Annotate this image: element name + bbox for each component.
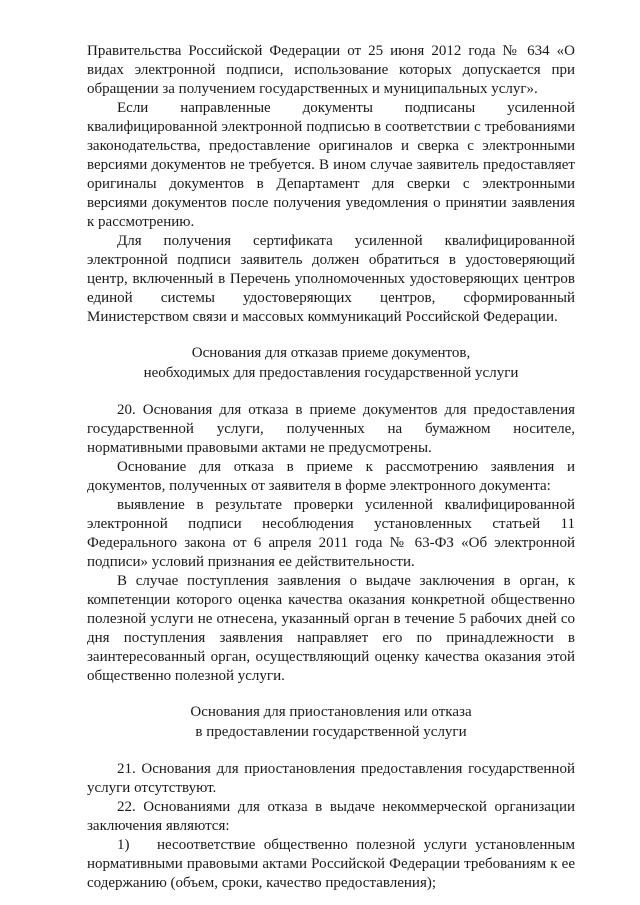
list-item-1: [87, 836, 575, 893]
paragraph-signature-check: выявление в результате проверки усиленной квалифицированной электронной подписи несоблюдения установленных статьей 11 Федерального закона от 6 апреля 2011 года № 63-ФЗ «Об электронной подписи» условий признания ее действительности.: [87, 497, 575, 570]
paragraph-item-20: 20. Основания для отказа в приеме документов для предоставления государственной услуги, полученных на бумажном носителе, нормативными правовыми актами не предусмотрены.: [87, 402, 575, 456]
list-item-number: 1): [117, 837, 130, 853]
paragraph-signature-verification: Если направленные документы подписаны усиленной квалифицированной электронной подписью в соответствии с требованиями законодательства, предоставление оригиналов и сверка с электронными версиями документов не требуется. В ином случае заявитель предоставляет оригиналы документов в Департамент для сверки с электронными версиями документов после получения уведомления о принятии заявления к рассмотрению.: [87, 100, 575, 230]
section-heading-suspension-refusal: [87, 702, 575, 742]
paragraph-decree-reference: Правительства Российской Федерации от 25 июня 2012 года № 634 «О видах электронной подписи, использование которых допускается при обращении за получением государственных и муниципальных услуг».: [87, 43, 575, 97]
paragraph-electronic-refusal: Основание для отказа в приеме к рассмотрению заявления и документов, полученных от заявителя в форме электронного документа:: [87, 459, 575, 494]
heading-line: в предоставлении государственной услуги: [195, 724, 467, 740]
paragraph-item-21: 21. Основания для приостановления предоставления государственной услуги отсутствуют.: [87, 761, 575, 796]
list-item-text: несоответствие общественно полезной услуги установленным нормативными правовыми актами Российской Федерации требованиям к ее содержанию (объем, сроки, качество предоставления);: [87, 837, 575, 891]
section-heading-refusal-acceptance: [87, 343, 575, 383]
heading-line: необходимых для предоставления государственной услуги: [143, 365, 519, 381]
heading-line: Основания для приостановления или отказа: [190, 704, 472, 720]
heading-line: Основания для отказав приеме документов,: [191, 345, 471, 361]
paragraph-redirect: В случае поступления заявления о выдаче заключения в орган, к компетенции которого оценка качества оказания конкретной общественно полезной услуги не отнесена, указанный орган в течение 5 рабочих дней со дня поступления заявления направляет его по принадлежности в заинтересованный орган, осуществляющий оценку качества оказания этой общественно полезной услуги.: [87, 573, 575, 684]
paragraph-item-22: 22. Основаниями для отказа в выдаче некоммерческой организации заключения являются:: [87, 799, 575, 834]
document-body: [87, 42, 575, 893]
paragraph-certificate: Для получения сертификата усиленной квалифицированной электронной подписи заявитель должен обратиться в удостоверяющий центр, включенный в Перечень уполномоченных удостоверяющих центров единой системы удостоверяющих центров, сформированный Министерством связи и массовых коммуникаций Российской Федерации.: [87, 233, 575, 325]
